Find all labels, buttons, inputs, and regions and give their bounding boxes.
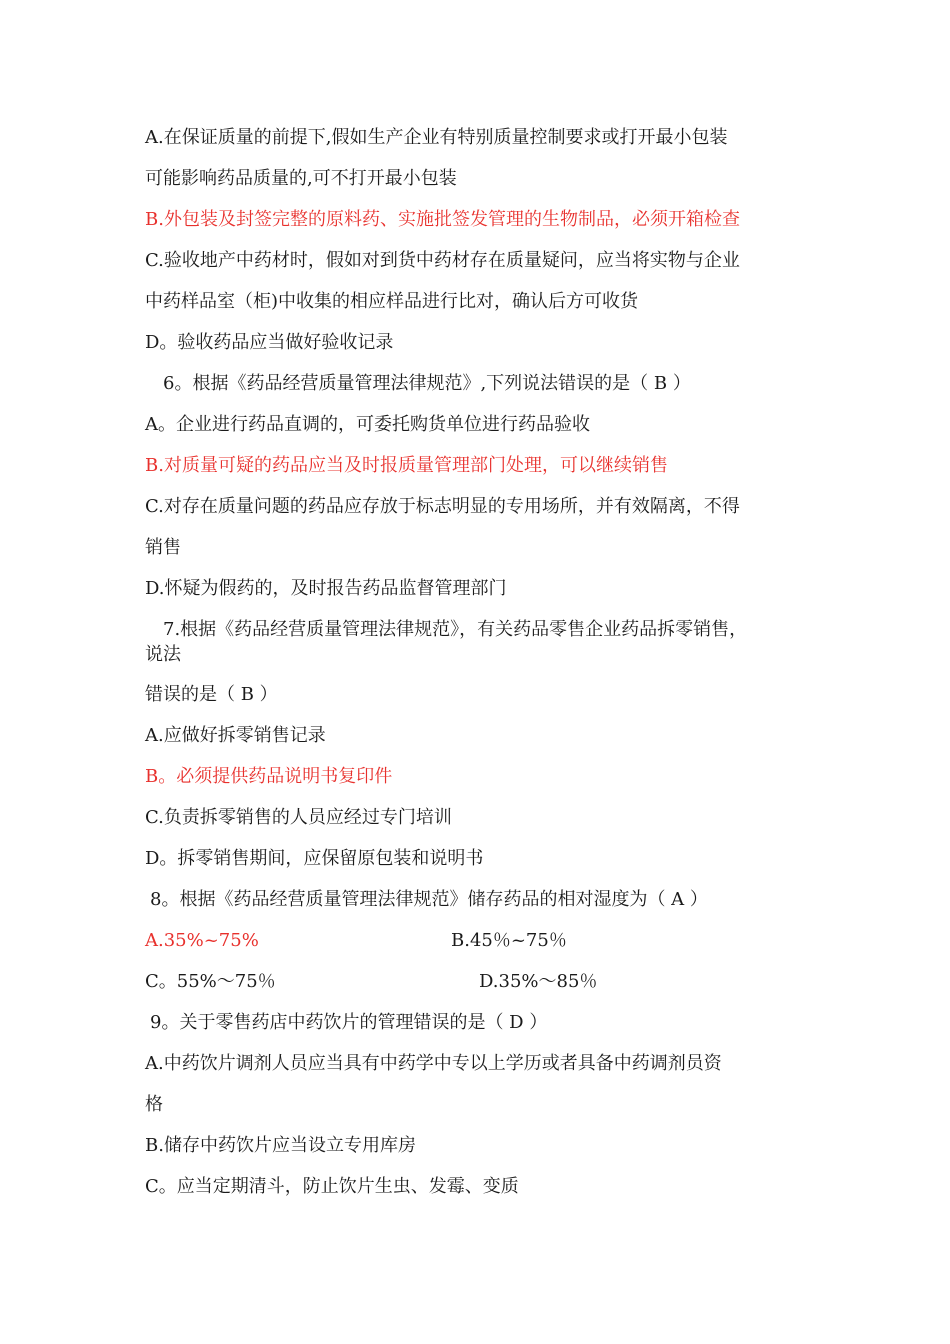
q9-option-c: C。应当定期清斗，防止饮片生虫、发霉、变质: [145, 1176, 519, 1197]
question-9: 9。关于零售药店中药饮片的管理错误的是（ D ）: [150, 1012, 548, 1033]
q6-option-d: D.怀疑为假药的，及时报告药品监督管理部门: [145, 578, 507, 599]
q6-option-a: A。企业进行药品直调的，可委托购货单位进行药品验收: [145, 414, 590, 435]
question-7-line2: 说法: [145, 644, 181, 665]
q8-option-b: B.45％~75％: [451, 930, 567, 951]
option-d: D。验收药品应当做好验收记录: [145, 332, 394, 353]
q9-option-a-line2: 格: [145, 1094, 163, 1115]
option-b-answer: B.外包装及封签完整的原料药、实施批签发管理的生物制品，必须开箱检查: [145, 209, 740, 230]
q6-option-b-answer: B.对质量可疑的药品应当及时报质量管理部门处理，可以继续销售: [145, 455, 668, 476]
option-c-line2: 中药样品室（柜)中收集的相应样品进行比对，确认后方可收货: [145, 291, 639, 312]
q9-option-a-line1: A.中药饮片调剂人员应当具有中药学中专以上学历或者具备中药调剂员资: [145, 1053, 722, 1074]
q9-option-b: B.储存中药饮片应当设立专用库房: [145, 1135, 416, 1156]
q7-option-c: C.负责拆零销售的人员应经过专门培训: [145, 807, 452, 828]
q7-option-d: D。拆零销售期间，应保留原包装和说明书: [145, 848, 484, 869]
q6-option-c-line1: C.对存在质量问题的药品应存放于标志明显的专用场所，并有效隔离，不得: [145, 496, 740, 517]
q8-option-a-answer: A.35%~75%: [145, 930, 259, 951]
option-a-line1: A.在保证质量的前提下,假如生产企业有特别质量控制要求或打开最小包装: [145, 127, 728, 148]
q6-option-c-line2: 销售: [145, 537, 181, 558]
option-a-line2: 可能影响药品质量的,可不打开最小包装: [145, 168, 457, 189]
question-8: 8。根据《药品经营质量管理法律规范》储存药品的相对湿度为（ A ）: [150, 889, 708, 910]
q8-option-d: D.35%～85％: [479, 971, 598, 992]
question-6: 6。根据《药品经营质量管理法律规范》,下列说法错误的是（ B ）: [163, 373, 691, 394]
option-c-line1: C.验收地产中药材时，假如对到货中药材存在质量疑问，应当将实物与企业: [145, 250, 740, 271]
q8-option-c: C。55%～75％: [145, 971, 276, 992]
q7-option-b-answer: B。必须提供药品说明书复印件: [145, 766, 393, 787]
q7-option-a: A.应做好拆零销售记录: [145, 725, 326, 746]
question-7-line1: 7.根据《药品经营质量管理法律规范》，有关药品零售企业药品拆零销售，: [163, 619, 748, 640]
question-7-line3: 错误的是（ B ）: [145, 684, 278, 705]
